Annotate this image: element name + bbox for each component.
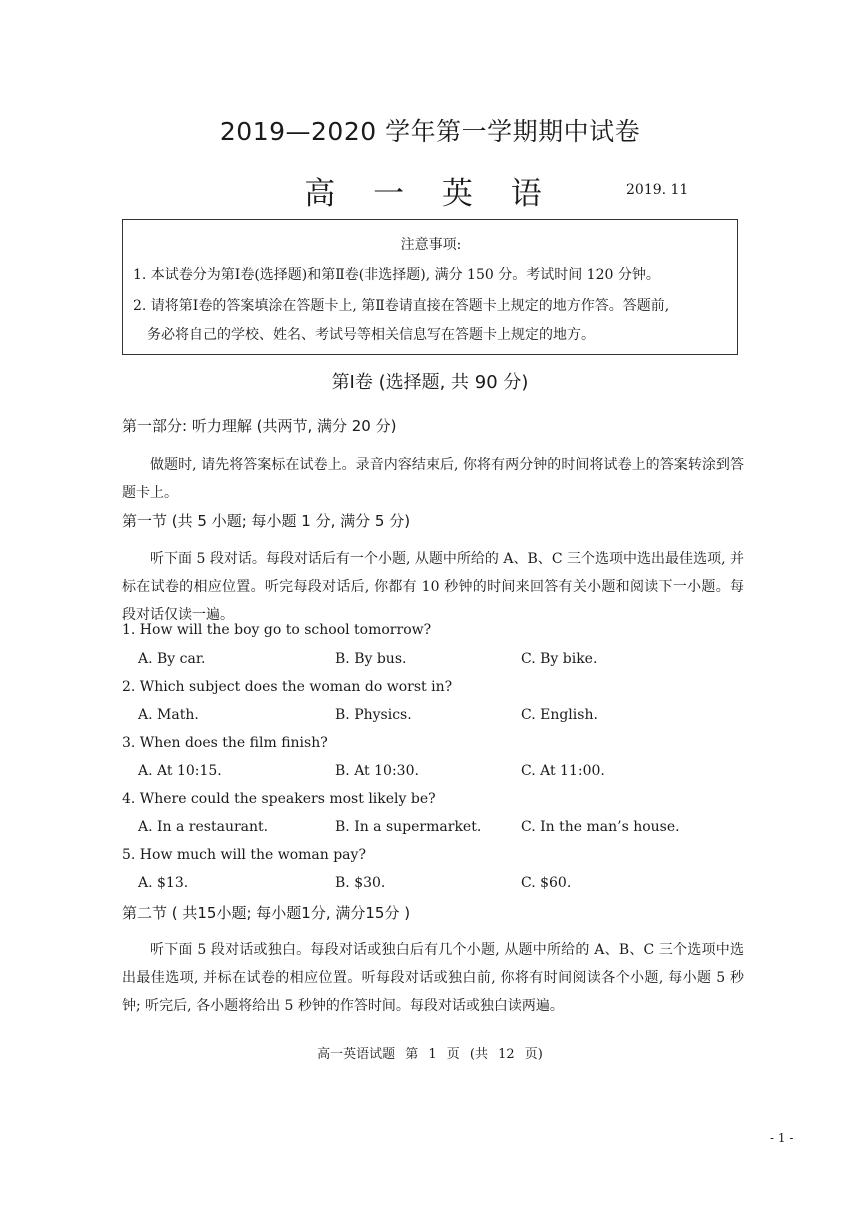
volume-title: 第Ⅰ卷 (选择题, 共 90 分) (331, 372, 529, 393)
question-5: 5. How much will the woman pay? (122, 847, 366, 863)
section2-instructions: 听下面 5 段对话或独白。每段对话或独白后有几个小题, 从题中所给的 A、B、C 三个选项中选出最佳选项, 并标在试卷的相应位置。听每段对话或独白前, 你将有时间阅读各个小题, 每小题 5 秒钟; 听完后, 各小题将给出 5 秒钟的作答时间。每段对话或独白读两遍。 (122, 942, 744, 1014)
subject-title: 高 一 英 语 (304, 176, 556, 212)
question-4-option-b: B. In a supermarket. (335, 819, 482, 835)
question-1-option-c: C. By bike. (521, 651, 598, 667)
part1-intro: 做题时, 请先将答案标在试卷上。录音内容结束后, 你将有两分钟的时间将试卷上的答案转涂到答题卡上。 (122, 457, 744, 501)
question-5-option-a: A. $13. (138, 875, 189, 891)
notice-item-2-cont: 务必将自己的学校、姓名、考试号等相关信息写在答题卡上规定的地方。 (147, 327, 595, 343)
question-3-option-c: C. At 11:00. (521, 763, 605, 779)
question-2: 2. Which subject does the woman do worst in? (122, 679, 453, 695)
question-3-option-a: A. At 10:15. (138, 763, 222, 779)
question-1-option-b: B. By bus. (335, 651, 407, 667)
question-5-option-b: B. $30. (335, 875, 386, 891)
exam-title: 2019—2020 学年第一学期期中试卷 (219, 117, 641, 146)
question-4-option-c: C. In the man’s house. (521, 819, 680, 835)
notice-title: 注意事项: (400, 237, 462, 253)
question-5-option-c: C. $60. (521, 875, 572, 891)
notice-box (122, 219, 738, 355)
question-3: 3. When does the film finish? (122, 735, 328, 751)
question-4-option-a: A. In a restaurant. (138, 819, 269, 835)
question-2-option-b: B. Physics. (335, 707, 412, 723)
section2-heading: 第二节 ( 共15小题; 每小题1分, 满分15分 ) (122, 904, 411, 922)
part1-heading: 第一部分: 听力理解 (共两节, 满分 20 分) (122, 417, 397, 435)
question-1-option-a: A. By car. (138, 651, 206, 667)
question-2-option-a: A. Math. (138, 707, 199, 723)
section1-instructions: 听下面 5 段对话。每段对话后有一个小题, 从题中所给的 A、B、C 三个选项中选出最佳选项, 并标在试卷的相应位置。听完每段对话后, 你都有 10 秒钟的时间来回答有关小题和阅读下一小题。每段对话仅读一遍。 (122, 551, 744, 623)
exam-date: 2019. 11 (626, 182, 689, 198)
notice-item-2: 2. 请将第Ⅰ卷的答案填涂在答题卡上, 第Ⅱ卷请直接在答题卡上规定的地方作答。答题前, (133, 298, 670, 314)
question-4: 4. Where could the speakers most likely be? (122, 791, 436, 807)
notice-item-1: 1. 本试卷分为第Ⅰ卷(选择题)和第Ⅱ卷(非选择题), 满分 150 分。考试时间 120 分钟。 (133, 267, 660, 283)
question-1: 1. How will the boy go to school tomorrow? (122, 622, 432, 638)
page-number: - 1 - (770, 1131, 794, 1145)
question-2-option-c: C. English. (521, 707, 598, 723)
section1-heading: 第一节 (共 5 小题; 每小题 1 分, 满分 5 分) (122, 512, 411, 530)
page-footer: 高一英语试题 第 1 页 (共 12 页) (317, 1047, 543, 1062)
question-3-option-b: B. At 10:30. (335, 763, 419, 779)
